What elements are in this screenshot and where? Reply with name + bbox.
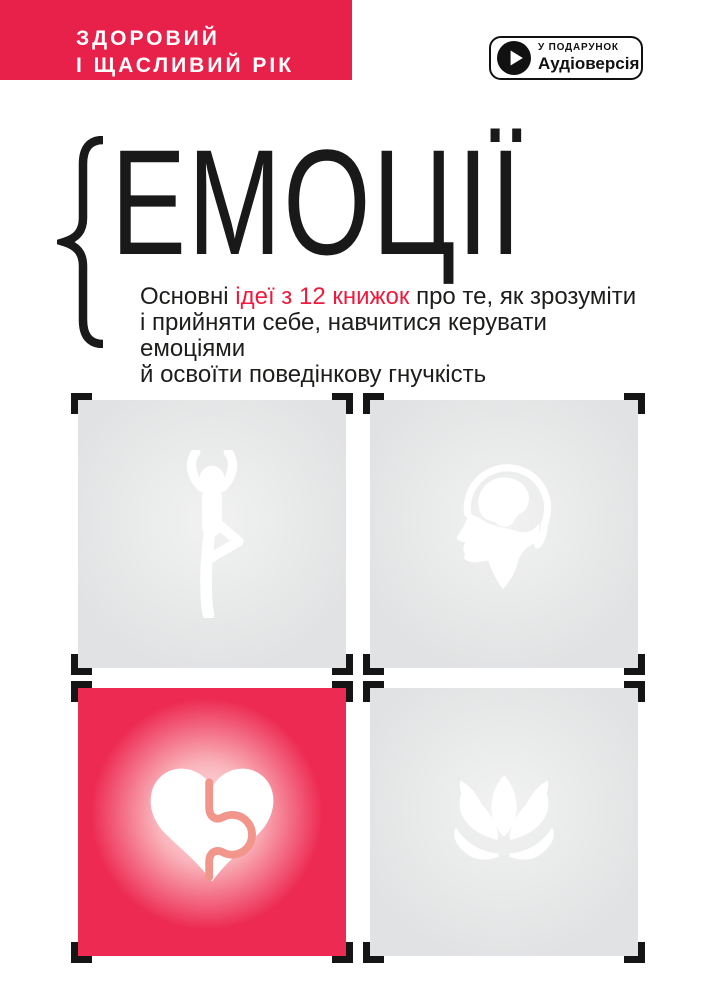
head-brain-icon — [438, 453, 570, 615]
corner-bracket — [332, 942, 353, 963]
page-title: ЕМОЦІЇ — [111, 118, 524, 286]
subtitle-line1-post: про те, як зрозуміти — [409, 283, 637, 310]
corner-bracket — [363, 654, 384, 675]
audio-badge-label-main: Аудіоверсія — [538, 54, 640, 73]
corner-bracket — [332, 393, 353, 414]
subtitle — [140, 284, 640, 388]
corner-bracket — [71, 393, 92, 414]
corner-bracket — [624, 393, 645, 414]
play-icon — [497, 41, 531, 75]
series-banner-line1: ЗДОРОВИЙ — [76, 27, 220, 50]
corner-bracket — [71, 654, 92, 675]
heart-puzzle-icon — [133, 751, 291, 893]
subtitle-line1 — [140, 284, 640, 310]
audio-badge-label-top: У ПОДАРУНОК — [538, 42, 619, 53]
corner-bracket — [363, 942, 384, 963]
corner-bracket — [332, 681, 353, 702]
subtitle-line2: і прийняти себе, навчитися керувати емоціями — [140, 309, 547, 362]
yoga-pose-icon — [153, 450, 271, 618]
corner-bracket — [363, 393, 384, 414]
corner-bracket — [332, 654, 353, 675]
tile-heart — [78, 688, 346, 956]
corner-bracket — [71, 942, 92, 963]
corner-bracket — [624, 942, 645, 963]
subtitle-line1-pre: Основні — [140, 283, 236, 310]
corner-bracket — [363, 681, 384, 702]
series-banner — [0, 0, 352, 80]
subtitle-line1-highlight: ідеї з 12 книжок — [235, 283, 410, 310]
tile-lotus — [370, 688, 638, 956]
corner-bracket — [71, 681, 92, 702]
lotus-icon — [420, 766, 588, 878]
curly-brace-icon — [57, 136, 107, 348]
tile-mind — [370, 400, 638, 668]
tile-yoga — [78, 400, 346, 668]
tile-grid — [78, 400, 638, 956]
audio-version-badge — [489, 36, 643, 80]
subtitle-line3: й освоїти поведінкову гнучкість — [140, 361, 487, 388]
corner-bracket — [624, 654, 645, 675]
series-banner-line2: І ЩАСЛИВИЙ РІК — [76, 54, 295, 77]
corner-bracket — [624, 681, 645, 702]
